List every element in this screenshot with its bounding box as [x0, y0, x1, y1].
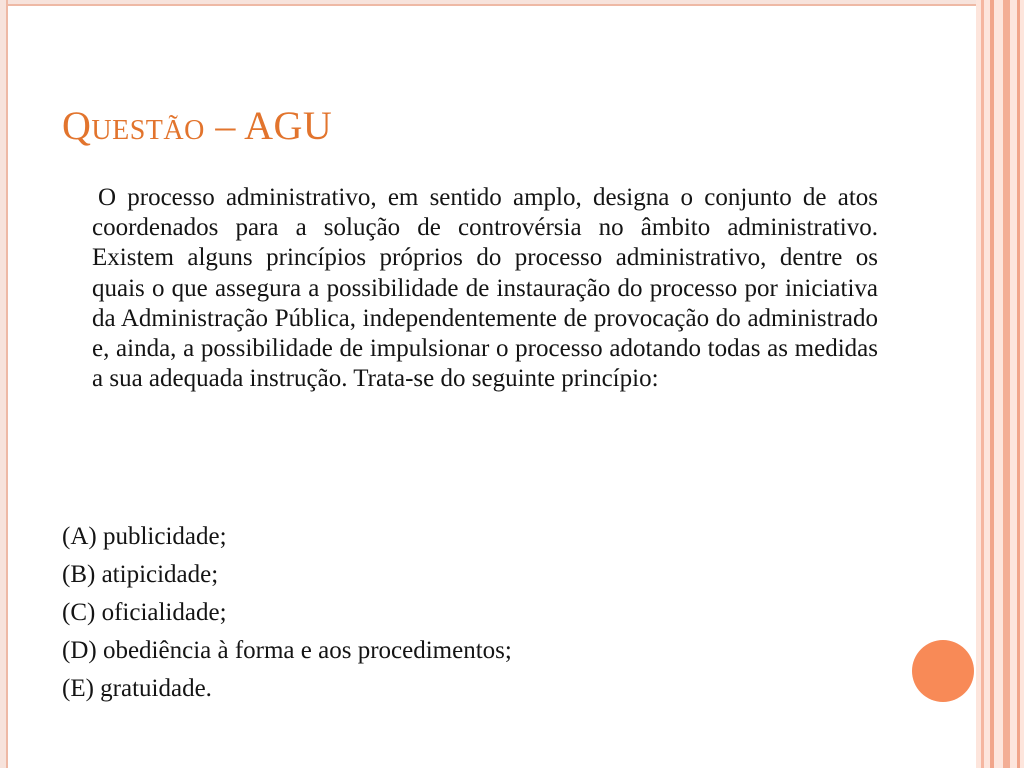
slide-title [62, 103, 333, 148]
option-e: (E) gratuidade. [62, 675, 212, 702]
stripe [1017, 0, 1020, 768]
answer-options [62, 518, 512, 708]
option-a: (A) publicidade; [62, 523, 227, 550]
stripe [990, 0, 994, 768]
accent-circle [912, 640, 974, 702]
right-decorative-stripes [976, 0, 1024, 768]
frame-left-border [0, 0, 8, 768]
question-paragraph: O processo administrativo, em sentido amplo, designa o conjunto de atos coordenados para a solução de controvérsia no âmbito administrativo. Existem alguns princípios próprios do processo administrativo, dentre os quais o que assegura a possibilidade de instauração do processo por iniciativa da Administração Pública, independentemente de provocação do administrado e, ainda, a possibilidade de impulsionar o processo adotando todas as medidas a sua adequada instrução. Trata-se do seguinte princípio: [92, 184, 878, 393]
option-c: (C) oficialidade; [62, 599, 227, 626]
slide-title-dash: – [204, 103, 245, 148]
slide-title-tail: AGU [244, 103, 333, 148]
stripe [1003, 0, 1010, 768]
slide-title-main: Questão [62, 103, 205, 148]
option-b: (B) atipicidade; [62, 561, 219, 588]
stripe [981, 0, 984, 768]
option-d: (D) obediência à forma e aos procedimentos; [62, 637, 512, 664]
frame-top-border [0, 0, 1024, 6]
